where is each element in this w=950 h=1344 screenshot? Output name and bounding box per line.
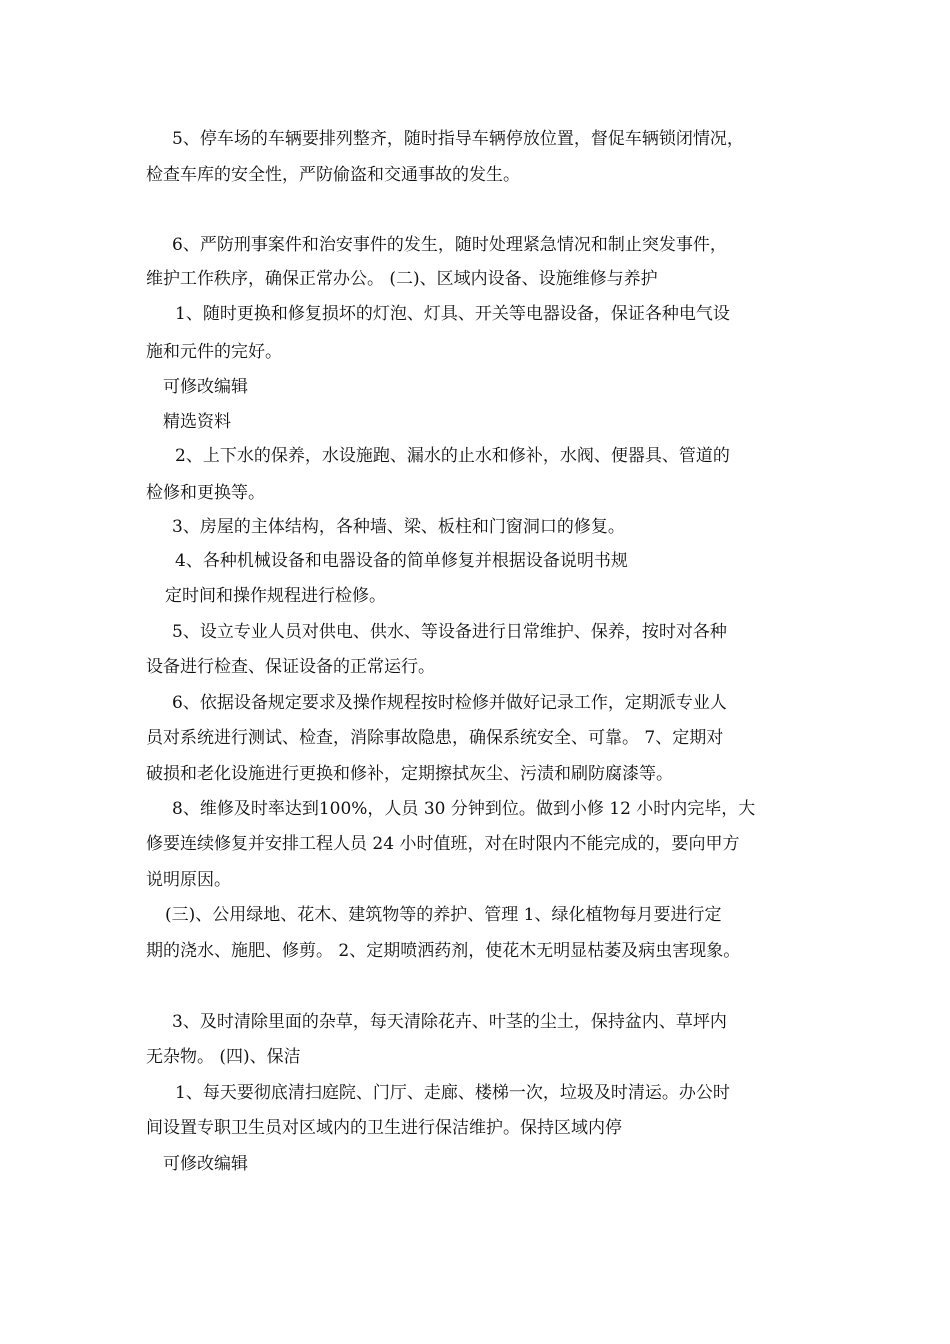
text-line: 修要连续修复并安排工程人员 24 小时值班，对在时限内不能完成的，要向甲方 — [146, 834, 740, 854]
text-line: 说明原因。 — [146, 870, 231, 890]
text-line: 4、各种机械设备和电器设备的简单修复并根据设备说明书规 — [175, 551, 628, 571]
text-line: 员对系统进行测试、检查，消除事故隐患，确保系统安全、可靠。 7、定期对 — [146, 728, 724, 748]
text-line: 6、严防刑事案件和治安事件的发生，随时处理紧急情况和制止突发事件， — [172, 235, 727, 255]
watermark-note: 精选资料 — [163, 412, 231, 432]
text-line: 期的浇水、施肥、修剪。 2、定期喷洒药剂，使花木无明显枯萎及病虫害现象。 — [146, 941, 741, 961]
text-line: 2、上下水的保养，水设施跑、漏水的止水和修补，水阀、便器具、管道的 — [175, 446, 730, 466]
watermark-note: 可修改编辑 — [163, 377, 248, 397]
text-line: 破损和老化设施进行更换和修补，定期擦拭灰尘、污渍和刷防腐漆等。 — [146, 764, 673, 784]
text-line: 1、每天要彻底清扫庭院、门厅、走廊、楼梯一次，垃圾及时清运。办公时 — [175, 1083, 730, 1103]
text-line: 1、随时更换和修复损坏的灯泡、灯具、开关等电器设备，保证各种电气设 — [175, 304, 730, 324]
text-line: 间设置专职卫生员对区域内的卫生进行保洁维护。保持区域内停 — [146, 1118, 622, 1138]
text-line: (三)、公用绿地、花木、建筑物等的养护、管理 1、绿化植物每月要进行定 — [165, 905, 722, 925]
text-line: 5、设立专业人员对供电、供水、等设备进行日常维护、保养，按时对各种 — [172, 622, 727, 642]
text-line: 检查车库的安全性，严防偷盗和交通事故的发生。 — [146, 165, 520, 185]
text-line: 定时间和操作规程进行检修。 — [165, 586, 386, 606]
text-line: 5、停车场的车辆要排列整齐，随时指导车辆停放位置，督促车辆锁闭情况， — [172, 129, 744, 149]
text-line: 检修和更换等。 — [146, 483, 265, 503]
text-line: 3、及时清除里面的杂草，每天清除花卉、叶茎的尘土，保持盆内、草坪内 — [172, 1012, 727, 1032]
watermark-note: 可修改编辑 — [163, 1154, 248, 1174]
text-line: 无杂物。 (四)、保洁 — [146, 1047, 301, 1067]
text-line: 维护工作秩序，确保正常办公。 (二)、区域内设备、设施维修与养护 — [146, 269, 658, 289]
text-line: 8、维修及时率达到100%，人员 30 分钟到位。做到小修 12 小时内完毕，大 — [172, 799, 756, 819]
text-line: 施和元件的完好。 — [146, 342, 282, 362]
text-line: 设备进行检查、保证设备的正常运行。 — [146, 657, 435, 677]
text-line: 6、依据设备规定要求及操作规程按时检修并做好记录工作，定期派专业人 — [172, 693, 727, 713]
text-line: 3、房屋的主体结构，各种墙、梁、板柱和门窗洞口的修复。 — [172, 517, 625, 537]
